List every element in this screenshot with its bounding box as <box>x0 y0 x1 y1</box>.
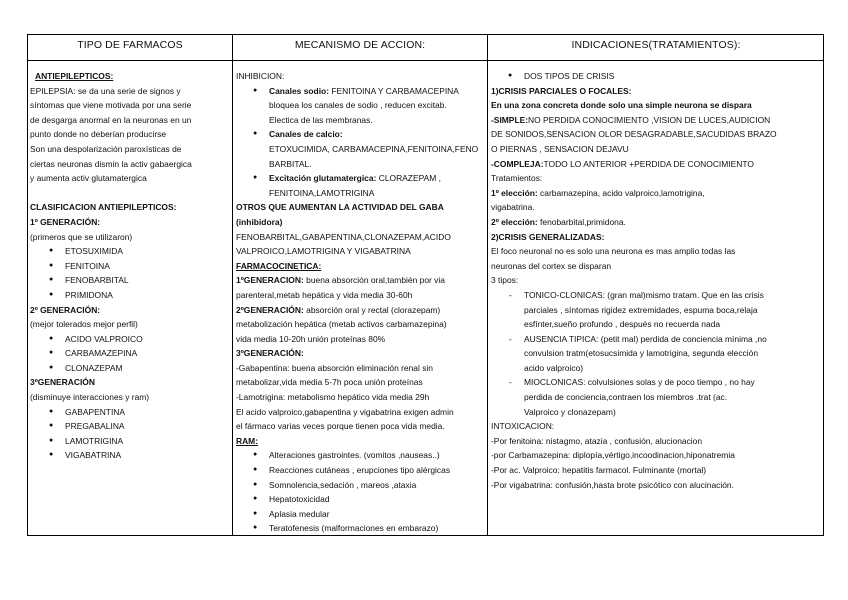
crisis-types-list <box>491 375 821 390</box>
eleccion2-line <box>491 215 821 230</box>
simple-text: NO PERDIDA CONOCIMIENTO ,VISION DE LUCES,AUDICION <box>528 114 771 125</box>
foco-text: El foco neuronal no es solo una neurona es mas amplio todas las <box>491 246 736 257</box>
gen1-list <box>30 244 230 302</box>
definition-line: de desgarga anormal en la neuronas en un <box>30 114 192 125</box>
crisis-desc: acido valproico) <box>524 362 584 373</box>
calcio-drugs: BARBITAL. <box>269 158 312 169</box>
gen1-pk-text: buena absorción oral,también por via <box>303 275 445 286</box>
header-tipo: TIPO DE FARMACOS <box>77 39 183 51</box>
mechanism-list <box>236 171 486 186</box>
focales-desc: En una zona concreta donde solo una simple neurona se dispara <box>491 100 752 111</box>
sodio-drugs: FENITOINA Y CARBAMACEPINA <box>329 85 459 96</box>
mechanism-list <box>236 127 486 142</box>
glutamato-drugs: CLORAZEPAM , <box>376 173 441 184</box>
intox-line: -Por fenitoina: nistagmo, atazia , confusión, alucionacion <box>491 435 703 446</box>
list-item: ● GABAPENTINA <box>30 405 230 420</box>
intox-line: -Por vigabatrina: confusión,hasta brote psicótico con alucinación. <box>491 479 734 490</box>
simple-label: -SIMPLE: <box>491 114 529 125</box>
drug-table <box>27 34 824 536</box>
list-item: ● Somnolencia,sedación , mareos ,ataxia <box>236 478 486 493</box>
list-item: ● CARBAMAZEPINA <box>30 346 230 361</box>
header-mecanismo: MECANISMO DE ACCION: <box>294 39 426 51</box>
simple-text: O PIERNAS , SENSACION DEJAVU <box>491 143 629 154</box>
definition-line: EPILEPSIA: se da una serie de signos y <box>30 85 181 96</box>
farmacocinetica-heading: FARMACOCINETICA: <box>236 260 322 271</box>
gen1-heading: 1º GENERACIÓN: <box>30 216 101 227</box>
crisis-desc: parciales , síntomas rigidez extremidades, espuma boca,relaja <box>524 304 758 315</box>
gen2-pk-text: vida media 10-20h unión proteínas 80% <box>236 333 386 344</box>
gen3-pk-text: -Lamotrigina: metabolismo hepático vida media 29h <box>236 392 430 403</box>
simple-text: DE SONIDOS,SENSACION OLOR DESAGRADABLE,SACUDIDAS BRAZO <box>491 129 777 140</box>
gen3-pk-text: metabolizar,vida media 5-7h poca unión proteínas <box>236 377 423 388</box>
intox-line: -Por ac. Valproico: hepatitis farmacol. Fulminante (mortal) <box>491 465 707 476</box>
column-tipo <box>30 69 230 463</box>
sodio-label: Canales sodio: <box>269 85 330 96</box>
gen2-pk-text: metabolización hepática (metab activos carbamazepina) <box>236 319 447 330</box>
list-item: ● LAMOTRIGINA <box>30 434 230 449</box>
gen3-list <box>30 405 230 463</box>
crisis-desc: Valproico y clonazepam) <box>524 406 616 417</box>
crisis-types-list <box>491 332 821 347</box>
crisis-desc: convulsion tratm(etosucsimida y lamotrigina, segunda elección <box>524 348 759 359</box>
eleccion1-text: vigabatrina. <box>491 202 535 213</box>
otros-note: (inhibidora) <box>236 216 283 227</box>
intoxicacion-heading: INTOXICACION: <box>491 421 555 432</box>
intox-line: -por Carbamazepina: diplopía,vértigo,incoodinacion,hiponatremia <box>491 450 735 461</box>
eleccion2-text: fenobarbital,primidona. <box>537 216 626 227</box>
calcio-item <box>236 127 486 142</box>
gen2-pk-text: absorción oral y rectal (clorazepam) <box>303 304 441 315</box>
eleccion2-label: 2º elección: <box>491 216 538 227</box>
list-item: ● ACIDO VALPROICO <box>30 332 230 347</box>
focales-heading: 1)CRISIS PARCIALES O FOCALES: <box>491 85 632 96</box>
compleja-text: TODO LO ANTERIOR +PERDIDA DE CONOCIMIENTO <box>543 158 754 169</box>
list-item: ● Reacciones cutáneas , erupciones tipo alérgicas <box>236 463 486 478</box>
sodio-item <box>236 84 486 99</box>
crisis-desc: perdida de conciencia,contraen los miembros .trat (ac. <box>524 392 728 403</box>
gen2-pk-label: 2ºGENERACIÓN: <box>236 304 304 315</box>
list-item: ● Teratofenesis (malformaciones en embarazo) <box>236 521 486 536</box>
gen2-pk <box>236 303 486 318</box>
gen2-note: (mejor tolerados mejor perfil) <box>30 319 138 330</box>
list-item: ● PRIMIDONA <box>30 288 230 303</box>
ram-heading: RAM: <box>236 435 259 446</box>
crisis-desc: esfínter,sueño profundo , después no recuerda nada <box>524 319 721 330</box>
gen3-pk-label: 3ºGENERACIÓN: <box>236 348 304 359</box>
header-indicaciones: INDICACIONES(TRATAMIENTOS): <box>571 39 741 51</box>
list-item: ● Alteraciones gastrointes. (vomitos ,nauseas..) <box>236 448 486 463</box>
sodio-text: bloquea los canales de sodio , reducen excitab. <box>269 100 447 111</box>
clasificacion-heading: CLASIFICACION ANTIEPILEPTICOS: <box>30 202 177 213</box>
inhibicion-heading: INHIBICION: <box>236 71 285 81</box>
list-item: ● VIGABATRINA <box>30 448 230 463</box>
column-divider <box>487 35 488 535</box>
gen1-note: (primeros que se utilizaron) <box>30 231 133 242</box>
tres-tipos: 3 tipos: <box>491 275 519 286</box>
calcio-drugs: ETOXUCIMIDA, CARBAMACEPINA,FENITOINA,FENO <box>269 143 479 154</box>
otros-drugs: VALPROICO,LAMOTRIGINA Y VIGABATRINA <box>236 246 411 257</box>
eleccion1-text: carbamazepina, acido valproico,lamotrigina, <box>537 187 705 198</box>
definition-line: y aumenta activ glutamatergica <box>30 173 147 184</box>
gen3-pk-text: el fármaco varias veces porque tienen poca vida media. <box>236 421 445 432</box>
list-item: ● FENOBARBITAL <box>30 273 230 288</box>
definition-line: punto donde no deberían producirse <box>30 129 167 140</box>
gen1-pk-label: 1ºGENERACION: <box>236 275 304 286</box>
list-item: - AUSENCIA TIPICA: (petit mal) perdida de conciencia mínima ,no <box>491 332 821 347</box>
column-indicaciones <box>491 69 821 492</box>
gen1-pk-text: parenteral,metab hepática y vida media 30-60h <box>236 289 413 300</box>
gen3-note: (disminuye interacciones y ram) <box>30 392 150 403</box>
list-item: - MIOCLONICAS: colvulsiones solas y de poco tiempo , no hay <box>491 375 821 390</box>
list-item: ● ETOSUXIMIDA <box>30 244 230 259</box>
list-item: - TONICO-CLONICAS: (gran mal)mismo tratam. Que en las crisis <box>491 288 821 303</box>
list-item: ● DOS TIPOS DE CRISIS <box>491 69 821 84</box>
glutamato-label: Excitación glutamatergica: <box>269 173 377 184</box>
definition-line: Son una despolarización paroxísticas de <box>30 143 182 154</box>
mechanism-list <box>236 84 486 99</box>
column-mecanismo <box>236 69 486 536</box>
otros-drugs: FENOBARBITAL,GABAPENTINA,CLONAZEPAM,ACIDO <box>236 231 451 242</box>
gen3-pk-text: El acido valproico,gabapentina y vigabatrina exigen admin <box>236 406 454 417</box>
list-item: ● Hepatotoxicidad <box>236 492 486 507</box>
definition-line: síntomas que viene motivada por una serie <box>30 100 192 111</box>
header-divider <box>28 60 823 61</box>
generalizadas-heading: 2)CRISIS GENERALIZADAS: <box>491 231 605 242</box>
calcio-label: Canales de calcio: <box>269 129 343 140</box>
sodio-text: Electica de las membranas. <box>269 114 373 125</box>
tipos-list <box>491 69 821 84</box>
list-item: ● FENITOINA <box>30 259 230 274</box>
foco-text: neuronas del cortex se disparan <box>491 260 612 271</box>
list-item: ● Aplasia medular <box>236 507 486 522</box>
gen2-heading: 2º GENERACIÓN: <box>30 304 101 315</box>
antiepilepticos-title: ANTIEPILEPTICOS: <box>35 71 114 81</box>
simple-line <box>491 113 821 128</box>
eleccion1-label: 1º elección: <box>491 187 538 198</box>
column-divider <box>232 35 233 535</box>
glutamato-drugs: FENITOINA,LAMOTRIGINA <box>269 187 375 198</box>
list-item: ● PREGABALINA <box>30 419 230 434</box>
compleja-label: -COMPLEJA: <box>491 158 544 169</box>
list-item: ● CLONAZEPAM <box>30 361 230 376</box>
gen3-pk-text: -Gabapentina: buena absorción eliminación renal sin <box>236 362 433 373</box>
tratamientos-heading: Tratamientos: <box>491 173 543 184</box>
gen2-list <box>30 332 230 376</box>
otros-heading: OTROS QUE AUMENTAN LA ACTIVIDAD DEL GABA <box>236 202 444 213</box>
gen3-heading: 3ºGENERACIÓN <box>30 377 95 388</box>
definition-line: ciertas neuronas dismin la activ gabaergica <box>30 158 192 169</box>
compleja-line <box>491 157 821 172</box>
ram-list <box>236 448 486 536</box>
glutamato-item <box>236 171 486 186</box>
gen1-pk <box>236 273 486 288</box>
eleccion1-line <box>491 186 821 201</box>
crisis-types-list <box>491 288 821 303</box>
